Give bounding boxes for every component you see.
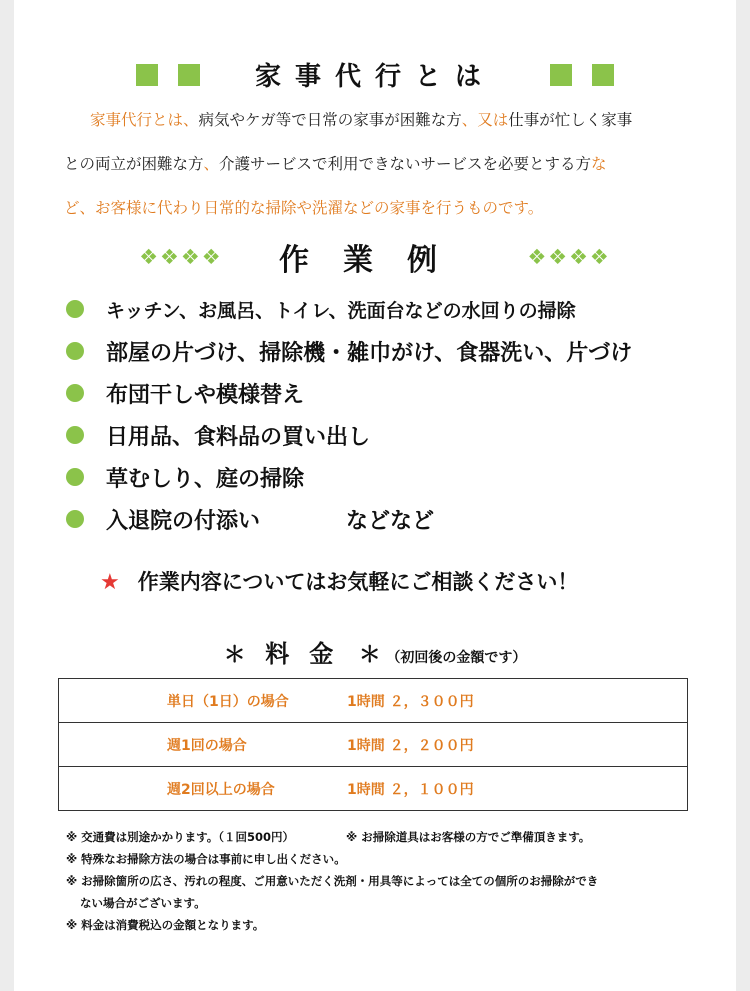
intro-text: との両立が困難な方 [64,155,204,173]
price-label: 週2回以上の場合 [59,767,348,811]
price-value: 1時間 ２，１００円 [347,767,688,811]
list-item [66,330,726,372]
table-row [59,679,688,723]
heading-title: 家事代行とは [254,62,495,92]
heading-title: 作業例 [279,243,471,278]
green-circle-bullet-icon [66,384,84,402]
green-square-icon [592,64,614,86]
asterisk-mark: ＊ [358,643,381,668]
list-item [66,372,726,414]
task-list [66,288,726,540]
footnote-text: ない場合がございます。 [80,896,206,910]
green-square-icon [178,64,200,86]
list-item [66,288,726,330]
red-star-icon: ★ [100,570,120,595]
green-circle-bullet-icon [66,510,84,528]
green-circle-bullet-icon [66,342,84,360]
intro-text: 、 [203,155,220,173]
green-circle-bullet-icon [66,426,84,444]
list-item [66,414,726,456]
intro-text: 家事代行とは、 [90,111,199,129]
green-diamond-cluster-icon: ❖❖❖❖ [139,245,223,269]
price-value: 1時間 ２，３００円 [347,679,688,723]
task-text: 草むしり、庭の掃除 [106,466,305,492]
consultation-callout [100,566,578,596]
footnote-text: ※ お掃除箇所の広さ、汚れの程度、ご用意いただく洗剤・用具等によっては全ての個所のお掃除ができ [66,874,599,888]
consult-text: 作業内容についてはお気軽にご相談ください！ [137,570,579,594]
footnote-text: ※ お掃除道具はお客様の方でご準備頂きます。 [346,830,591,844]
price-label: 単日（1日）の場合 [59,679,348,723]
section-heading-work-examples [14,235,736,279]
document-page [14,0,736,991]
intro-text: 介護サービスで利用できないサービスを必要とする方 [219,155,592,173]
task-text: キッチン、お風呂、トイレ、洗面台などの水回りの掃除 [106,299,576,322]
price-label: 週1回の場合 [59,723,348,767]
price-table [58,678,688,811]
fee-note: （初回後の金額です） [386,650,527,666]
table-row [59,723,688,767]
task-text: 日用品、食料品の買い出し [106,424,371,450]
green-circle-bullet-icon [66,300,84,318]
intro-text: 病気やケガ等で日常の家事が困難な方 [198,111,462,129]
intro-text: 仕事が忙しく家事 [508,111,633,129]
intro-text: ど、お客様に代わり日常的な掃除や洗濯などの家事を行うものです。 [64,199,544,217]
green-diamond-cluster-icon: ❖❖❖❖ [527,245,611,269]
task-text: 部屋の片づけ、掃除機・雑巾がけ、食器洗い、片づけ [106,340,633,366]
footnotes [66,826,706,936]
green-square-icon [550,64,572,86]
task-text: 布団干しや模様替え [106,382,305,408]
fee-heading [14,634,736,669]
section-heading-housekeeping [14,56,736,96]
task-extra-text: などなど [346,508,435,534]
list-item [66,498,726,540]
table-row [59,767,688,811]
list-item [66,456,726,498]
price-value: 1時間 ２，２００円 [347,723,688,767]
green-square-icon [136,64,158,86]
task-text: 入退院の付添い [106,508,261,534]
green-circle-bullet-icon [66,468,84,486]
intro-paragraph [64,98,694,230]
footnote-text: ※ 交通費は別途かかります。（１回500円） [66,830,295,844]
footnote-text: ※ 特殊なお掃除方法の場合は事前に申し出ください。 [66,852,346,866]
asterisk-mark: ＊ [223,643,246,668]
footnote-text: ※ 料金は消費税込の金額となります。 [66,918,265,932]
intro-text: な [591,155,607,173]
intro-text: 、又は [461,111,509,129]
fee-title: 料金 [265,640,354,668]
